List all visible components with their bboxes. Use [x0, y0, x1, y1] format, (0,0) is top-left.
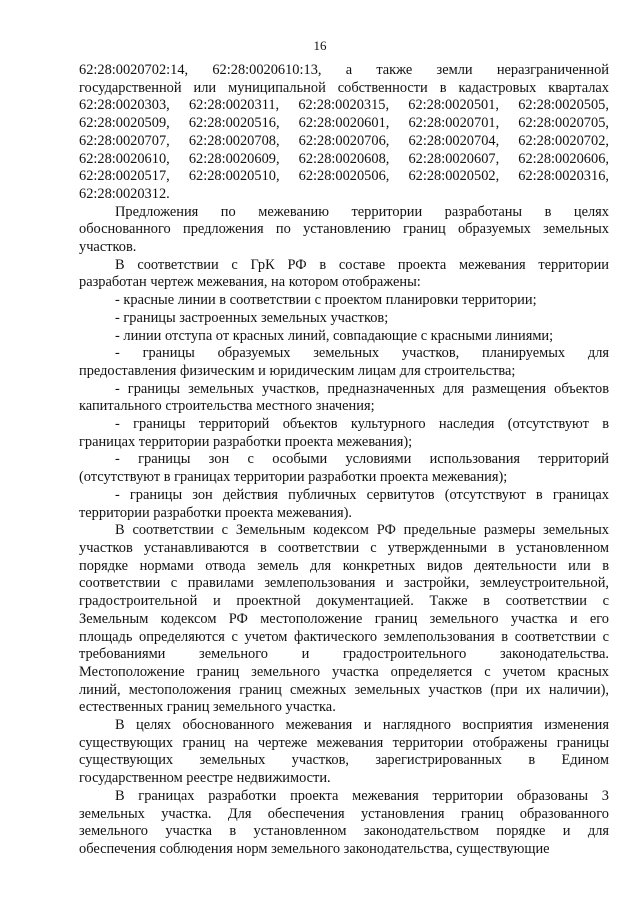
text-line: разработан чертеж межевания, на котором отображены:	[79, 274, 421, 291]
text-line: градостроительной и проектной документацией. Также в соответствии с	[79, 593, 609, 610]
cadastral-row	[79, 115, 609, 133]
cadastral-number: 62:28:0020501,	[408, 97, 500, 114]
cadastral-number: 62:28:0020704,	[408, 132, 500, 149]
paragraph	[79, 788, 609, 859]
cadastral-row	[79, 97, 609, 115]
text-line: предоставления физическим и юридическим лицам для строительства;	[79, 362, 516, 379]
cadastral-number: 62:28:0020701,	[408, 115, 500, 132]
text-word: неразграниченной	[496, 62, 609, 78]
text-line: требованиями земельного и градостроительного законодательства.	[79, 646, 609, 663]
text-line: государственной или муниципальной собственности в кадастровых кварталах	[79, 79, 609, 96]
cadastral-number: 62:28:0020607,	[408, 150, 500, 167]
text-line: - линии отступа от красных линий, совпадающие с красными линиями;	[115, 327, 554, 344]
paragraph	[79, 257, 609, 292]
text-line: существующих границ на чертеже межевания территории отображены границы	[79, 734, 609, 751]
text-line: участков.	[79, 239, 137, 256]
text-line: площадь определяются с учетом фактического землепользования в соответствии с	[79, 628, 609, 645]
text-line: земельного участка в установленном законодательством порядке и для	[79, 823, 609, 840]
text-line: - красные линии в соответствии с проектом планировки территории;	[115, 292, 537, 309]
cadastral-number: 62:28:0020502,	[408, 168, 500, 185]
cadastral-number: 62:28:0020505,	[518, 97, 609, 114]
text-line: границах территории разработки проекта межевания);	[79, 433, 413, 450]
cadastral-number: 62:28:0020609,	[188, 150, 280, 167]
paragraph	[79, 416, 609, 451]
text-line: обоснованного предложения по установлению границ образуемых земельных	[79, 221, 609, 238]
text-line: существующих земельных участков, зарегистрированных в Едином	[79, 752, 609, 769]
text-word: а	[345, 62, 353, 78]
paragraph	[79, 451, 609, 486]
paragraph	[79, 204, 609, 257]
cadastral-number: 62:28:0020516,	[188, 115, 280, 132]
cadastral-number: 62:28:0020315,	[298, 97, 390, 114]
text-word: также	[376, 62, 413, 78]
cadastral-number: 62:28:0020705,	[518, 115, 609, 132]
paragraph	[79, 717, 609, 788]
document-body	[79, 62, 609, 859]
text-line: порядке нормами отвода земель для конкретных видов деятельности или в	[79, 557, 609, 574]
cadastral-quarters-list	[79, 97, 609, 186]
text-line: Местоположение границ земельного участка определяется с учетом красных	[79, 663, 609, 680]
cadastral-number: 62:28:0020606,	[518, 150, 609, 167]
text-line: земельных участка. Для обеспечения установления границ образованного	[79, 805, 609, 822]
text-line: - границы зон действия публичных сервитутов (отсутствуют в границах	[115, 486, 609, 503]
text-line: В соответствии с ГрК РФ в составе проекта межевания территории	[115, 256, 609, 273]
text-line: государственном реестре недвижимости.	[79, 770, 331, 787]
cadastral-number: 62:28:0020702,	[518, 132, 609, 149]
cadastral-number: 62:28:0020311,	[188, 97, 280, 114]
text-line: - границы зон с особыми условиями использования территорий	[115, 451, 609, 468]
cadastral-number: 62:28:0020517,	[79, 168, 170, 185]
paragraph	[79, 381, 609, 416]
page-number: 16	[313, 38, 327, 53]
paragraph	[79, 522, 609, 717]
cadastral-row	[79, 151, 609, 169]
text-line: капитального строительства местного значения;	[79, 398, 375, 415]
cadastral-number: 62:28:0020702:14,	[79, 62, 189, 78]
cadastral-number: 62:28:0020601,	[298, 115, 390, 132]
text-line: Предложения по межеванию территории разработаны в целях	[115, 203, 609, 220]
cadastral-number: 62:28:0020510,	[188, 168, 280, 185]
paragraph	[79, 292, 609, 310]
text-line: Земельным кодексом РФ местоположение границ земельного участка и его	[79, 610, 609, 627]
text-line: линий, местоположения границ смежных земельных участков (при их наличии),	[79, 681, 609, 698]
text-line: (отсутствуют в границах территории разработки проекта межевания);	[79, 469, 508, 486]
text-line: В границах разработки проекта межевания территории образованы 3	[115, 787, 609, 804]
cadastral-number: 62:28:0020316,	[518, 168, 609, 185]
paragraphs	[79, 204, 609, 859]
cadastral-number: 62:28:0020506,	[298, 168, 390, 185]
cadastral-number: 62:28:0020608,	[298, 150, 390, 167]
cadastral-number: 62:28:0020509,	[79, 115, 170, 132]
cadastral-number: 62:28:0020312.	[79, 185, 170, 202]
text-line: - границы земельных участков, предназначенных для размещения объектов	[115, 380, 609, 397]
cadastral-row	[79, 168, 609, 186]
text-line: соответствии с правилами землепользования и застройки, землеустроительной,	[79, 575, 609, 592]
paragraph	[79, 328, 609, 346]
text-line: - границы застроенных земельных участков;	[115, 309, 389, 326]
cadastral-intro-line	[79, 62, 609, 80]
text-line: В соответствии с Земельным кодексом РФ предельные размеры земельных	[115, 522, 609, 539]
paragraph	[79, 345, 609, 380]
cadastral-number: 62:28:0020707,	[79, 132, 170, 149]
text-line: естественных границ земельного участка.	[79, 699, 336, 716]
cadastral-number: 62:28:0020610:13,	[212, 62, 322, 78]
cadastral-number: 62:28:0020303,	[79, 97, 170, 114]
text-line: участков устанавливаются в соответствии с утвержденными в установленном	[79, 539, 609, 556]
text-line: - границы территорий объектов культурного наследия (отсутствуют в	[115, 416, 609, 433]
paragraph	[79, 310, 609, 328]
cadastral-number: 62:28:0020706,	[298, 132, 390, 149]
text-line: - границы образуемых земельных участков, планируемых для	[115, 345, 609, 362]
text-line: обеспечения соблюдения норм земельного законодательства, существующие	[79, 840, 550, 857]
cadastral-row	[79, 133, 609, 151]
text-line: В целях обоснованного межевания и наглядного восприятия изменения	[115, 717, 609, 734]
text-line: территории разработки проекта межевания).	[79, 504, 352, 521]
text-word: земли	[436, 62, 473, 78]
cadastral-number: 62:28:0020708,	[188, 132, 280, 149]
paragraph	[79, 487, 609, 522]
cadastral-number: 62:28:0020610,	[79, 150, 170, 167]
